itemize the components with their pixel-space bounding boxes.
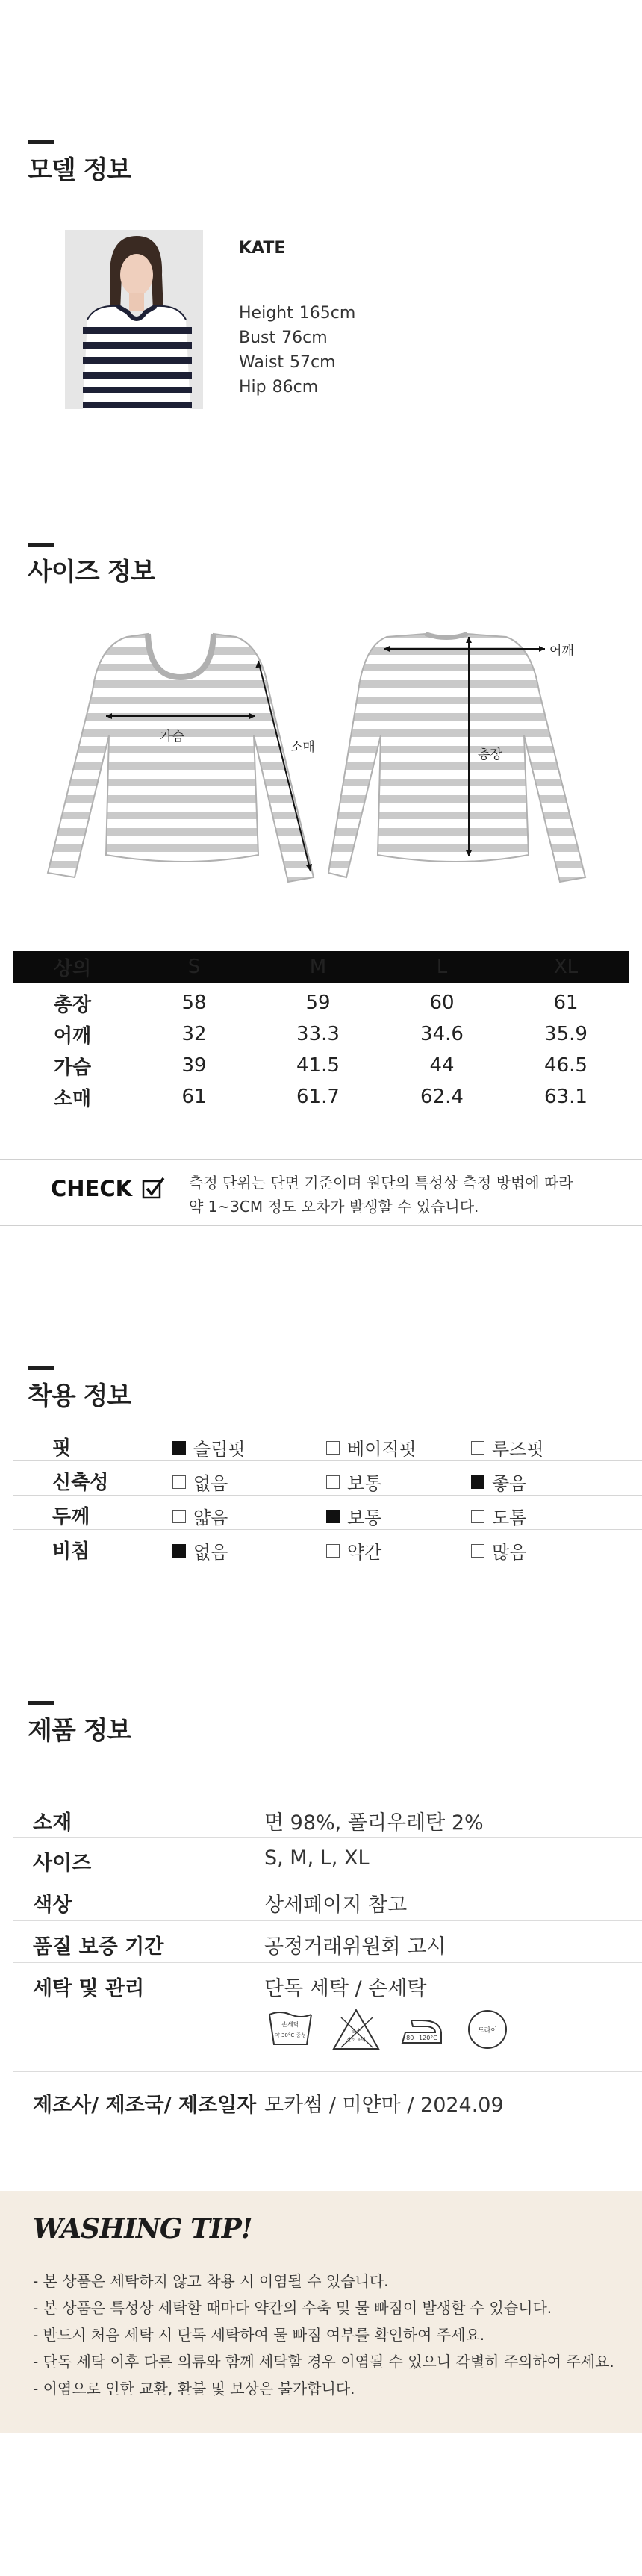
washing-tip-title: WASHING TIP! (33, 2213, 252, 2244)
fit-option: 보통 (326, 1469, 381, 1495)
back-garment-illustration (328, 631, 612, 885)
table-row: 소매 61 61.7 62.4 63.1 (53, 1086, 588, 1110)
check-notice (0, 1159, 642, 1226)
washing-tip-box (0, 2191, 642, 2433)
check-label: CHECK (51, 1176, 133, 1201)
svg-text:손세탁: 손세탁 (281, 2021, 299, 2028)
check-note: 측정 단위는 단면 기준이며 원단의 특성상 측정 방법에 따라 약 1~3CM 정도 오차가 발생할 수 있습니다. (189, 1174, 573, 1216)
fit-option: 많음 (471, 1537, 526, 1564)
model-stats (239, 301, 355, 399)
header-cell: L (436, 956, 448, 978)
header-cell: XL (553, 956, 579, 978)
fit-label: 비침 (52, 1540, 90, 1563)
fit-label: 두께 (52, 1506, 90, 1528)
product-row: 세탁 및 관리 단독 세탁 / 손세탁 (13, 1963, 642, 2072)
size-table-header (13, 951, 629, 983)
fit-row (13, 1530, 642, 1564)
washing-tip-list (33, 2268, 614, 2402)
checked-box-icon (172, 1544, 186, 1558)
section-mark (28, 140, 54, 144)
product-row: 제조사/ 제조국/ 제조일자 모카썸 / 미얀마 / 2024.09 (33, 2094, 504, 2117)
fit-row (13, 1427, 642, 1461)
empty-box-icon (326, 1544, 340, 1558)
fit-section-title: 착용 정보 (28, 1381, 131, 1411)
empty-box-icon (172, 1510, 186, 1523)
stat-bust: Bust 76cm (239, 329, 328, 347)
fit-label: 신축성 (52, 1472, 109, 1494)
fit-option: 좋음 (471, 1469, 526, 1495)
care-icons (265, 2007, 513, 2052)
svg-text:드라이: 드라이 (477, 2027, 498, 2035)
section-mark (28, 543, 54, 547)
shoulder-label: 어깨 (549, 644, 574, 659)
model-name: KATE (239, 239, 286, 258)
sleeve-label: 소매 (290, 740, 315, 755)
table-row: 총장 58 59 60 61 (53, 992, 579, 1016)
table-row: 가슴 39 41.5 44 46.5 (53, 1054, 588, 1079)
checkbox-checked-icon (142, 1177, 166, 1199)
hand-wash-icon (265, 2007, 316, 2052)
empty-box-icon (172, 1475, 186, 1489)
list-item: - 단독 세탁 이후 다른 의류와 함께 세탁할 경우 이염될 수 있으니 각별히 주의하여 주세요. (33, 2353, 614, 2371)
stat-height: Height 165cm (239, 304, 356, 323)
empty-box-icon (471, 1544, 484, 1558)
fit-option: 얇음 (172, 1503, 228, 1529)
header-cell: 상의 (53, 957, 92, 980)
fit-option: 없음 (172, 1537, 228, 1564)
front-garment-illustration (37, 631, 328, 885)
fit-row (13, 1461, 642, 1496)
fit-option: 보통 (326, 1503, 381, 1529)
fit-grid (13, 1427, 642, 1564)
list-item: - 본 상품은 세탁하지 않고 착용 시 이염될 수 있습니다. (33, 2272, 389, 2290)
product-row: 사이즈 S, M, L, XL (13, 1838, 642, 1879)
model-photo (65, 230, 203, 409)
svg-text:80~120°C: 80~120°C (406, 2035, 437, 2041)
length-label: 총장 (478, 747, 502, 762)
fit-option: 슬림핏 (172, 1434, 246, 1460)
checked-box-icon (172, 1441, 186, 1455)
svg-text:염소: 염소 (351, 2028, 361, 2034)
svg-text:약 30°C 중성: 약 30°C 중성 (274, 2032, 307, 2038)
fit-option: 루즈핏 (471, 1434, 544, 1460)
header-cell: S (187, 956, 201, 978)
fit-option: 없음 (172, 1469, 228, 1495)
fit-label: 핏 (52, 1437, 72, 1460)
size-table (13, 951, 629, 1113)
product-row: 소재 면 98%, 폴리우레탄 2% (13, 1796, 642, 1838)
empty-box-icon (471, 1510, 484, 1523)
no-bleach-icon (331, 2007, 381, 2052)
header-cell: M (309, 956, 327, 978)
list-item: - 이염으로 인한 교환, 환불 및 보상은 불가합니다. (33, 2380, 355, 2398)
fit-row (13, 1496, 642, 1530)
list-item: - 본 상품은 특성상 세탁할 때마다 약간의 수축 및 물 빠짐이 발생할 수 있습니다. (33, 2299, 552, 2317)
fit-option: 도톰 (471, 1503, 526, 1529)
svg-text:산소 표백: 산소 표백 (346, 2038, 366, 2043)
stat-hip: Hip 86cm (239, 378, 319, 396)
size-section-title: 사이즈 정보 (28, 557, 155, 587)
table-row: 어깨 32 33.3 34.6 35.9 (53, 1023, 588, 1048)
list-item: - 반드시 처음 세탁 시 단독 세탁하여 물 빠짐 여부를 확인하여 주세요. (33, 2326, 485, 2344)
product-section-title: 제품 정보 (28, 1716, 131, 1746)
checked-box-icon (471, 1475, 484, 1489)
dry-clean-icon (462, 2007, 513, 2052)
section-mark (28, 1701, 54, 1705)
empty-box-icon (326, 1475, 340, 1489)
stat-waist: Waist 57cm (239, 353, 336, 372)
fit-option: 베이직핏 (326, 1434, 417, 1460)
chest-label: 가슴 (160, 729, 184, 744)
product-row: 품질 보증 기간 공정거래위원회 고시 (13, 1921, 642, 1963)
product-row: 색상 상세페이지 참고 (13, 1879, 642, 1921)
section-mark (28, 1366, 54, 1370)
fit-option: 약간 (326, 1537, 381, 1564)
iron-icon (396, 2007, 447, 2052)
model-section-title: 모델 정보 (28, 155, 131, 185)
empty-box-icon (326, 1441, 340, 1455)
checked-box-icon (326, 1510, 340, 1523)
empty-box-icon (471, 1441, 484, 1455)
